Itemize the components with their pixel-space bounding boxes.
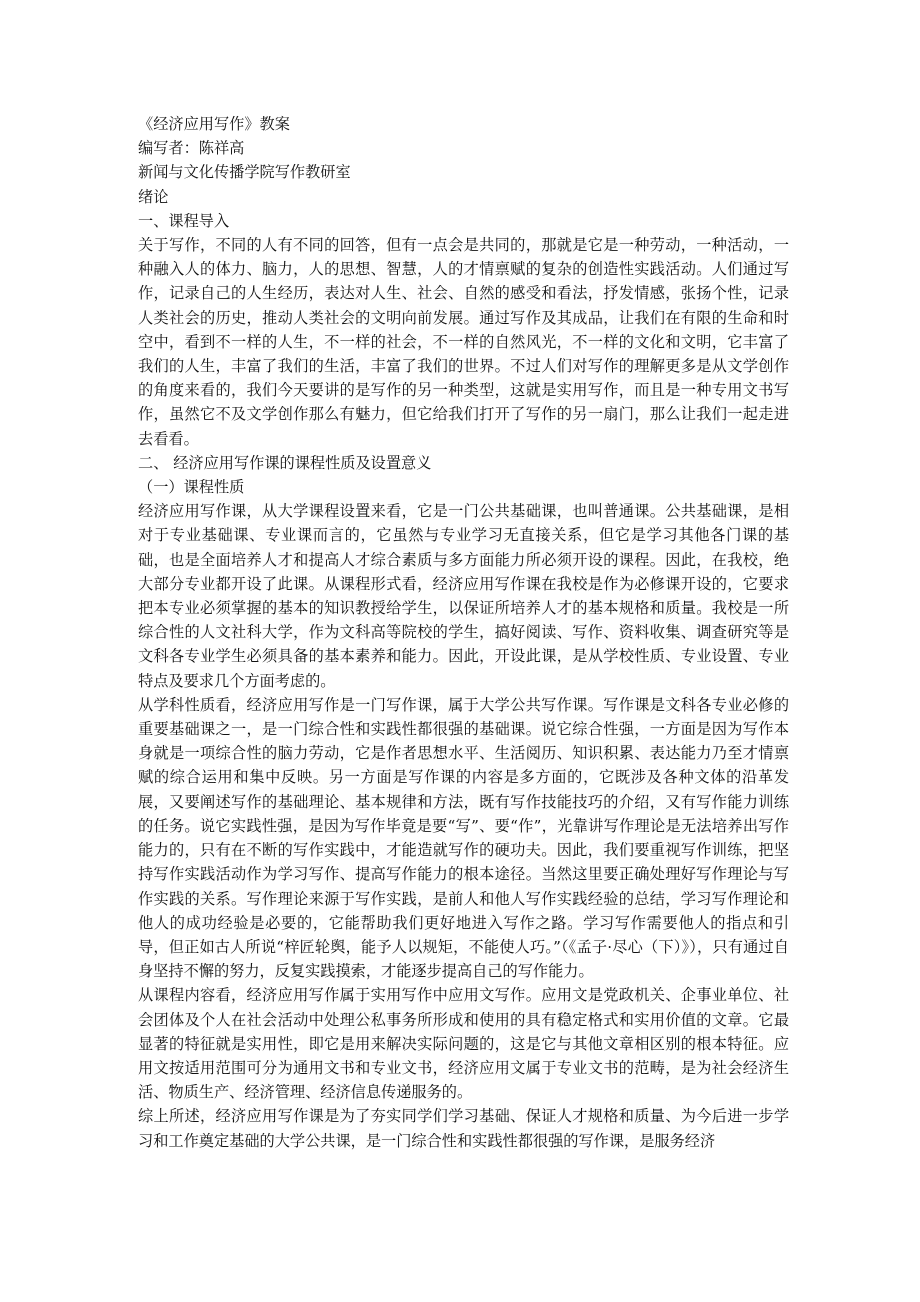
- author-line: 编写者：陈祥高: [138, 139, 245, 158]
- paragraph-course-setting: 经济应用写作课，从大学课程设置来看，它是一门公共基础课，也叫普通课。公共基础课，是相对于专业基础课、专业课而言的，它虽然与专业学习无直接关系，但它是学习其他各门课的基础，也是全面培养人才和提高人才综合素质与多方面能力所必须开设的课程。因此，在我校，绝大部分专业都开设了此课。从课程形式看，经济应用写作课在我校是作为必修课开设的，它要求把本专业必须掌握的基本的知识教授给学生，以保证所培养人才的基本规格和质量。我校是一所综合性的人文社科大学，作为文科高等院校的学生，搞好阅读、写作、资料收集、调查研究等是文科各专业学生必须具备的基本素养和能力。因此，开设此课，是从学校性质、专业设置、专业特点及要求几个方面考虑的。: [138, 502, 789, 690]
- department-line: 新闻与文化传播学院写作教研室: [138, 163, 351, 182]
- heading-course-introduction: 一、课程导入: [138, 211, 230, 230]
- document-title: 《经济应用写作》教案: [138, 115, 290, 133]
- heading-course-nature: 二、 经济应用写作课的课程性质及设置意义: [138, 453, 432, 472]
- paragraph-discipline-nature: 从学科性质看，经济应用写作是一门写作课，属于大学公共写作课。写作课是文科各专业必修的重要基础课之一，是一门综合性和实践性都很强的基础课。说它综合性强，一方面是因为写作本身就是一项综合性的脑力劳动，它是作者思想水平、生活阅历、知识积累、表达能力乃至才情禀赋的综合运用和集中反映。另一方面是写作课的内容是多方面的，它既涉及各种文体的沿革发展，又要阐述写作的基础理论、基本规律和方法，既有写作技能技巧的介绍，又有写作能力训练的任务。说它实践性强，是因为写作毕竟是要“写”、要“作”，光靠讲写作理论是无法培养出写作能力的，只有在不断的写作实践中，才能造就写作的硬功夫。因此，我们要重视写作训练，把坚持写作实践活动作为学习写作、提高写作能力的根本途径。当然这里要正确处理好写作理论与写作实践的关系。写作理论来源于写作实践，是前人和他人写作实践经验的总结，学习写作理论和他人的成功经验是必要的，它能帮助我们更好地进入写作之路。学习写作需要他人的指点和引导，但正如古人所说“梓匠轮舆，能予人以规矩，不能使人巧。”（《孟子·尽心（下）》），只有通过自身坚持不懈的努力，反复实践摸索，才能逐步提高自己的写作能力。: [138, 695, 789, 981]
- paragraph-summary: 综上所述，经济应用写作课是为了夯实同学们学习基础、保证人才规格和质量、为今后进一步学习和工作奠定基础的大学公共课，是一门综合性和实践性都很强的写作课，是服务经济: [138, 1107, 789, 1150]
- document-page: [138, 112, 789, 1153]
- paragraph-course-content: 从课程内容看，经济应用写作属于实用写作中应用文写作。应用文是党政机关、企事业单位、社会团体及个人在社会活动中处理公私事务所形成和使用的具有稳定格式和实用价值的文章。它最显著的特征就是实用性，即它是用来解决实际问题的，这是它与其他文章相区别的根本特征。应用文按适用范围可分为通用文书和专业文书，经济应用文属于专业文书的范畴，是为社会经济生活、物质生产、经济管理、经济信息传递服务的。: [138, 986, 789, 1102]
- section-intro-heading: 绪论: [138, 187, 169, 206]
- paragraph-course-introduction: 关于写作，不同的人有不同的回答，但有一点会是共同的，那就是它是一种劳动，一种活动，一种融入人的体力、脑力，人的思想、智慧，人的才情禀赋的复杂的创造性实践活动。人们通过写作，记录自己的人生经历，表达对人生、社会、自然的感受和看法，抒发情感，张扬个性，记录人类社会的历史，推动人类社会的文明向前发展。通过写作及其成品，让我们在有限的生命和时空中，看到不一样的人生，不一样的社会，不一样的自然风光，不一样的文化和文明，它丰富了我们的人生，丰富了我们的生活，丰富了我们的世界。不过人们对写作的理解更多是从文学创作的角度来看的，我们今天要讲的是写作的另一种类型，这就是实用写作，而且是一种专用文书写作，虽然它不及文学创作那么有魅力，但它给我们打开了写作的另一扇门，那么让我们一起走进去看看。: [138, 236, 789, 448]
- subheading-course-nature: （一）课程性质: [138, 478, 245, 497]
